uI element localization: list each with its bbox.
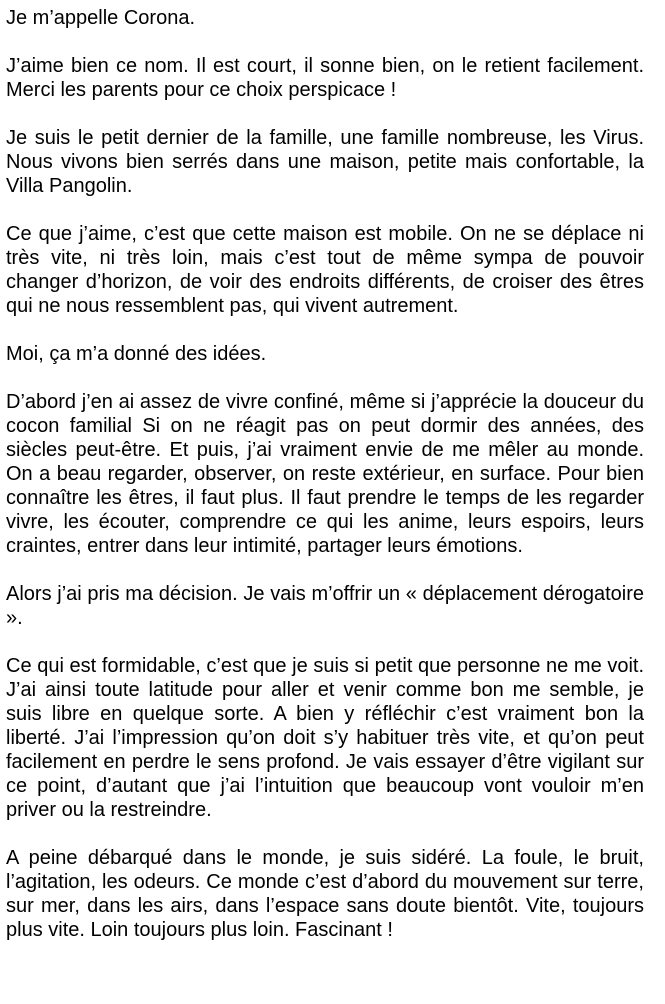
- paragraph-intro: Je m’appelle Corona.: [6, 7, 195, 29]
- paragraph-family: Je suis le petit dernier de la famille, une famille nombreuse, les Virus. Nous vivons bien serrés dans une maison, petite mais confortable, la Villa Pangolin.: [6, 127, 644, 197]
- paragraph-confined: D’abord j’en ai assez de vivre confiné, même si j’apprécie la douceur du cocon familial Si on ne réagit pas on peut dormir des années, des siècles peut-être. Et puis, j’ai vraiment envie de me mêler au monde. On a beau regarder, observer, on reste extérieur, en surface. Pour bien connaître les êtres, il faut plus. Il faut prendre le temps de les regarder vivre, les écouter, comprendre ce qui les anime, leurs espoirs, leurs craintes, entrer dans leur intimité, partager leurs émotions.: [6, 391, 644, 557]
- paragraph-mobile-house: Ce que j’aime, c’est que cette maison est mobile. On ne se déplace ni très vite, ni très loin, mais c’est tout de même sympa de pouvoir changer d’horizon, de voir des endroits différents, de croiser des êtres qui ne nous ressemblent pas, qui vivent autrement.: [6, 223, 644, 317]
- paragraph-ideas: Moi, ça m’a donné des idées.: [6, 343, 267, 365]
- paragraph-name: J’aime bien ce nom. Il est court, il sonne bien, on le retient facilement. Merci les parents pour ce choix perspicace !: [6, 55, 644, 101]
- paragraph-decision: Alors j’ai pris ma décision. Je vais m’offrir un « déplacement dérogatoire ».: [6, 583, 644, 629]
- paragraph-world: A peine débarqué dans le monde, je suis sidéré. La foule, le bruit, l’agitation, les odeurs. Ce monde c’est d’abord du mouvement sur terre, sur mer, dans les airs, dans l’espace sans doute bientôt. Vite, toujours plus vite. Loin toujours plus loin. Fascinant !: [6, 847, 644, 941]
- paragraph-freedom: Ce qui est formidable, c’est que je suis si petit que personne ne me voit. J’ai ainsi toute latitude pour aller et venir comme bon me semble, je suis libre en quelque sorte. A bien y réfléchir c’est vraiment bon la liberté. J’ai l’impression qu’on doit s’y habituer très vite, et qu’on peut facilement en perdre le sens profond. Je vais essayer d’être vigilant sur ce point, d’autant que j’ai l’intuition que beaucoup vont vouloir m’en priver ou la restreindre.: [6, 655, 644, 821]
- document-page: [6, 6, 644, 966]
